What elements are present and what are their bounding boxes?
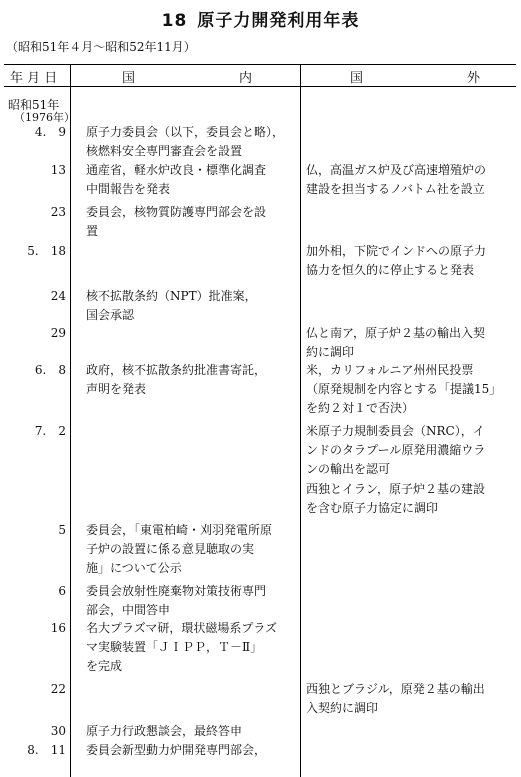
domestic-event-line: 中間報告を発表 xyxy=(86,182,171,196)
date-column-divider xyxy=(70,64,71,777)
domestic-event-line: 原子力行政懇談会，最終答申 xyxy=(86,724,243,738)
foreign-event-line: 西独とイラン，原子炉２基の建設 xyxy=(306,481,486,496)
foreign-event-line: 入契約に調印 xyxy=(306,701,379,716)
header-date: 年 月 日 xyxy=(10,71,58,86)
page-title xyxy=(0,6,521,31)
domestic-event-line: 部会，中間答申 xyxy=(86,603,171,617)
header-domestic: 国 内 xyxy=(122,71,253,86)
domestic-event-line: 置 xyxy=(86,224,99,238)
foreign-event-line: 仏，高温ガス炉及び高速増殖炉の xyxy=(306,163,487,177)
entry-date: 24 xyxy=(50,289,66,303)
foreign-event-line: 西独とブラジル，原発２基の輸出 xyxy=(306,682,485,696)
domestic-event-line: 委員会放射性廃棄物対策技術専門 xyxy=(86,584,267,598)
entry-date: 29 xyxy=(50,326,66,340)
domestic-event-line: 委員会新型動力炉開発専門部会， xyxy=(86,743,267,757)
domestic-event-line: 施」について公示 xyxy=(86,561,182,575)
entry-date: 6 xyxy=(58,584,66,598)
section-number: 18 xyxy=(161,11,188,31)
foreign-event-line: を含む原子力協定に調印 xyxy=(306,500,439,515)
foreign-event-line: 協力を恒久的に停止すると発表 xyxy=(306,263,475,278)
domestic-event-line: 国会承認 xyxy=(86,308,135,322)
domestic-event-line: 委員会，「東電柏崎・刈羽発電所原 xyxy=(86,523,273,537)
foreign-event-line: 仏と南ア，原子炉２基の輸出入契 xyxy=(306,326,486,340)
era-year: 昭和51年 xyxy=(8,98,60,112)
period-subtitle: （昭和51年４月〜昭和52年11月） xyxy=(6,40,196,54)
era-western-year: （1976年） xyxy=(14,111,75,124)
entry-date: 5 xyxy=(58,523,66,537)
foreign-event-line: 米，カリフォルニア州州民投票 xyxy=(306,363,474,377)
domestic-event-line: 原子力委員会（以下，委員会と略）， xyxy=(86,125,285,139)
domestic-event-line: 名大プラズマ研，環状磁場系プラズ xyxy=(86,621,278,635)
entry-date: 22 xyxy=(50,682,66,696)
foreign-event-line: を約２対１で否決） xyxy=(306,401,415,416)
foreign-event-line: 米原子力規制委員会（NRC），イ xyxy=(306,424,485,438)
entry-date: 4. 9 xyxy=(34,125,66,139)
entry-date: 7. 2 xyxy=(34,424,66,438)
header-bottom-border xyxy=(4,86,516,87)
foreign-event-line: ンドのタラプール原発用濃縮ウラ xyxy=(306,443,486,458)
domestic-event-line: 核燃料安全専門審査会を設置 xyxy=(86,144,243,158)
foreign-event-line: 加外相，下院でインドへの原子力 xyxy=(306,244,487,258)
domestic-event-line: 政府，核不拡散条約批准書寄託， xyxy=(86,363,267,377)
domestic-event-line: 声明を発表 xyxy=(86,382,147,396)
entry-date: 13 xyxy=(50,163,66,177)
entry-date: 16 xyxy=(50,621,66,635)
foreign-event-line: （原発規制を内容とする「提議15」 xyxy=(306,382,502,397)
domestic-event-line: 子炉の設置に係る意見聴取の実 xyxy=(86,542,255,556)
foreign-event-line: 約に調印 xyxy=(306,345,355,360)
entry-date: 6. 8 xyxy=(34,363,66,377)
domestic-column-divider xyxy=(300,64,301,777)
entry-date: 30 xyxy=(50,724,66,738)
header-foreign: 国 外 xyxy=(350,71,481,86)
domestic-event-line: 通産省，軽水炉改良・標準化調査 xyxy=(86,163,267,177)
foreign-event-line: ンの輸出を認可 xyxy=(306,462,391,477)
foreign-event-line: 建設を担当するノバトム社を設立 xyxy=(306,182,485,197)
domestic-event-line: 核不拡散条約（NPT）批准案， xyxy=(86,289,257,303)
domestic-event-line: を完成 xyxy=(86,659,123,673)
table-top-border xyxy=(4,64,516,65)
domestic-event-line: 委員会，核物質防護専門部会を設 xyxy=(86,205,267,219)
chronology-table xyxy=(4,64,516,777)
entry-date: 8. 11 xyxy=(27,743,66,757)
title-text: 原子力開発利用年表 xyxy=(197,11,360,31)
entry-date: 5. 18 xyxy=(27,244,66,258)
entry-date: 23 xyxy=(50,205,66,219)
domestic-event-line: マ実験装置「ＪＩＰＰ，Ｔ－Ⅱ」 xyxy=(86,640,263,654)
